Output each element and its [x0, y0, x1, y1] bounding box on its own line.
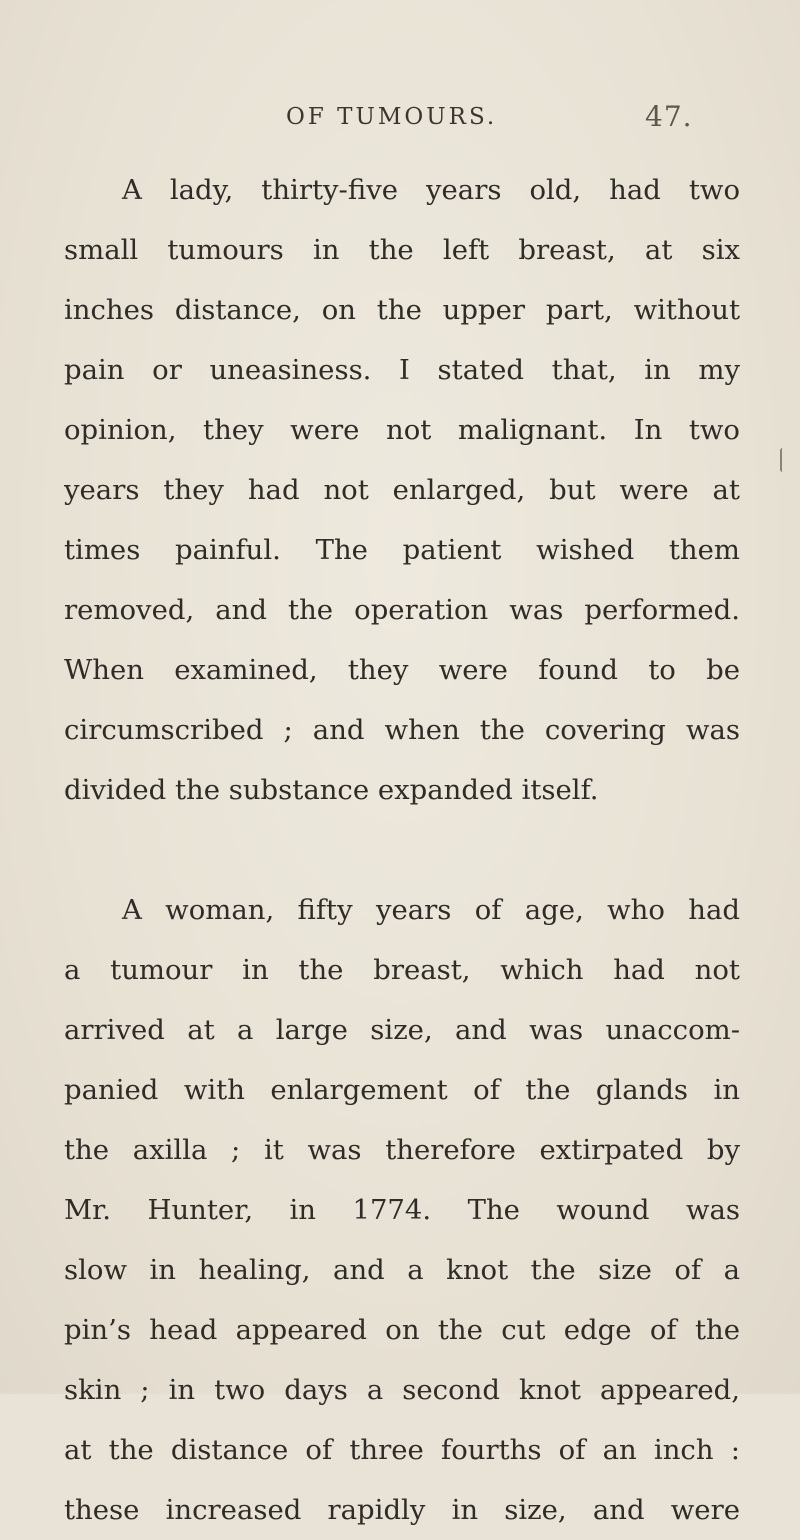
text-line: removed, and the operation was performed.: [64, 594, 740, 626]
text-line: Mr. Hunter, in 1774. The wound was: [64, 1194, 740, 1226]
text-line: pin’s head appeared on the cut edge of the: [64, 1314, 740, 1346]
running-head: [0, 100, 800, 144]
text-line: opinion, they were not malignant. In two: [64, 414, 740, 446]
text-line: inches distance, on the upper part, without: [64, 294, 740, 326]
text-line: a tumour in the breast, which had not: [64, 954, 740, 986]
paragraph-1: [64, 160, 740, 820]
text-line: years they had not enlarged, but were at: [64, 474, 740, 506]
text-line: A lady, thirty-five years old, had two: [122, 174, 740, 206]
text-line: panied with enlargement of the glands in: [64, 1074, 740, 1106]
running-title: OF TUMOURS.: [286, 104, 498, 130]
margin-mark: [780, 448, 785, 472]
body-text: [64, 160, 740, 1540]
text-line: these increased rapidly in size, and were: [64, 1494, 740, 1526]
text-line: divided the substance expanded itself.: [64, 774, 599, 806]
text-line: When examined, they were found to be: [64, 654, 740, 686]
text-line: A woman, fifty years of age, who had: [122, 894, 740, 926]
text-line: times painful. The patient wished them: [64, 534, 740, 566]
text-line: the axilla ; it was therefore extirpated by: [64, 1134, 740, 1166]
text-line: circumscribed ; and when the covering was: [64, 714, 740, 746]
text-line: slow in healing, and a knot the size of a: [64, 1254, 740, 1286]
page-number: 47.: [645, 100, 693, 133]
text-line: at the distance of three fourths of an inch :: [64, 1434, 740, 1466]
paragraph-2: [64, 880, 740, 1540]
text-line: skin ; in two days a second knot appeared,: [64, 1374, 740, 1406]
text-line: arrived at a large size, and was unaccom-: [64, 1014, 740, 1046]
text-line: small tumours in the left breast, at six: [64, 234, 740, 266]
text-line: pain or uneasiness. I stated that, in my: [64, 354, 740, 386]
